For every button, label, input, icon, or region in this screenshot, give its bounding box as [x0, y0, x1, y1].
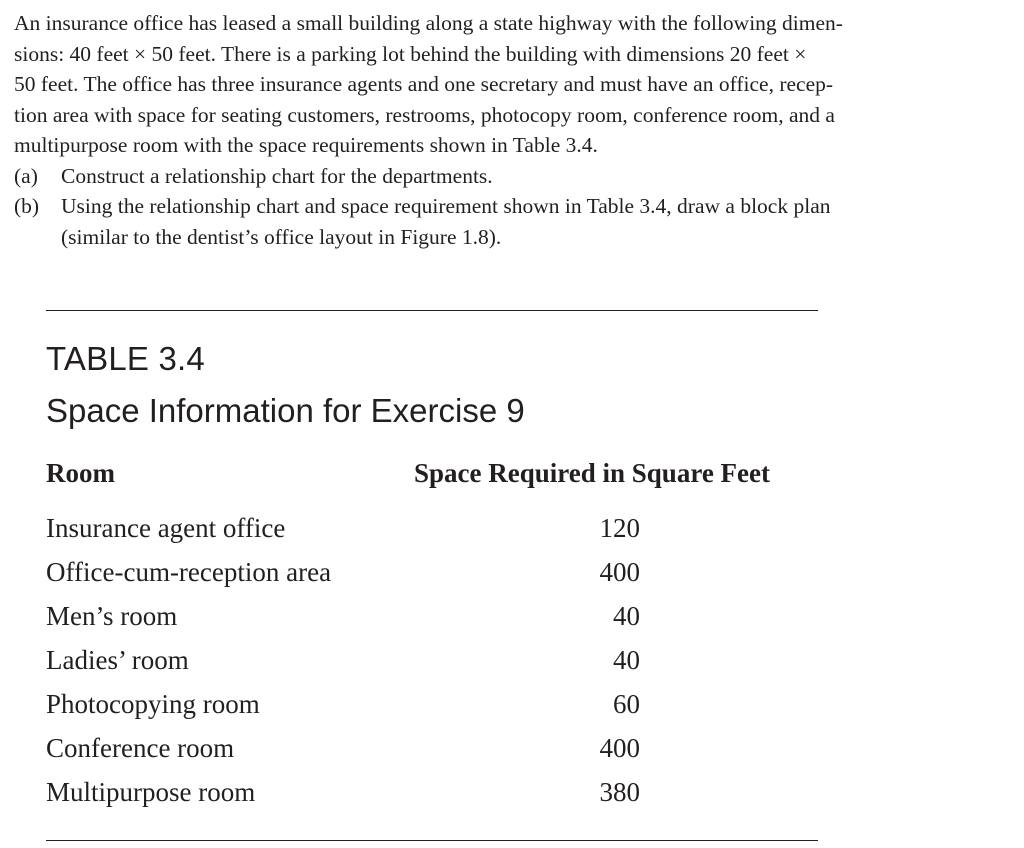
problem-line: 50 feet. The office has three insurance agents and one secretary and must have an office, recep-: [14, 72, 834, 96]
room-name: Ladies’ room: [46, 645, 189, 675]
room-name: Men’s room: [46, 601, 178, 631]
table-caption: Space Information for Exercise 9: [46, 392, 525, 429]
problem-line: sions: 40 feet × 50 feet. There is a parking lot behind the building with dimensions 20 feet ×: [14, 41, 807, 66]
space-value: 60: [613, 689, 640, 719]
table-row: [46, 510, 646, 554]
table-row: [46, 686, 646, 730]
table-row: [46, 774, 646, 818]
part-b-text: Using the relationship chart and space requirement shown in Table 3.4, draw a block plan: [61, 194, 831, 218]
table-row: [46, 730, 646, 774]
table-row: [46, 642, 646, 686]
problem-line: An insurance office has leased a small building along a state highway with the following dimen-: [14, 11, 843, 35]
part-a-text: Construct a relationship chart for the departments.: [61, 163, 493, 188]
part-a-marker: (a): [14, 163, 38, 188]
part-b: [14, 191, 974, 222]
column-header-room: Room: [46, 458, 115, 488]
room-name: Multipurpose room: [46, 777, 256, 807]
part-b-text: (similar to the dentist’s office layout in Figure 1.8).: [61, 224, 502, 249]
table-number: TABLE 3.4: [46, 340, 205, 377]
exercise-text: [14, 8, 974, 252]
space-value: 120: [599, 513, 640, 543]
problem-line: tion area with space for seating customers, restrooms, photocopy room, conference room, and a: [14, 102, 835, 127]
part-b-continuation: [14, 222, 974, 253]
part-b-marker: (b): [14, 194, 40, 218]
space-value: 380: [599, 777, 640, 807]
space-value: 400: [599, 557, 640, 587]
problem-line: multipurpose room with the space requirements shown in Table 3.4.: [14, 133, 598, 157]
room-name: Conference room: [46, 733, 235, 763]
table-row: [46, 554, 646, 598]
room-name: Office-cum-reception area: [46, 557, 332, 587]
table-body: [46, 510, 646, 818]
space-value: 40: [613, 601, 640, 631]
space-value: 400: [599, 733, 640, 763]
room-name: Insurance agent office: [46, 513, 286, 543]
table-row: [46, 598, 646, 642]
table-top-rule: [46, 310, 818, 311]
table-bottom-rule: [46, 840, 818, 841]
space-value: 40: [613, 645, 640, 675]
part-a: [14, 161, 974, 192]
room-name: Photocopying room: [46, 689, 260, 719]
column-header-space: Space Required in Square Feet: [414, 458, 771, 488]
